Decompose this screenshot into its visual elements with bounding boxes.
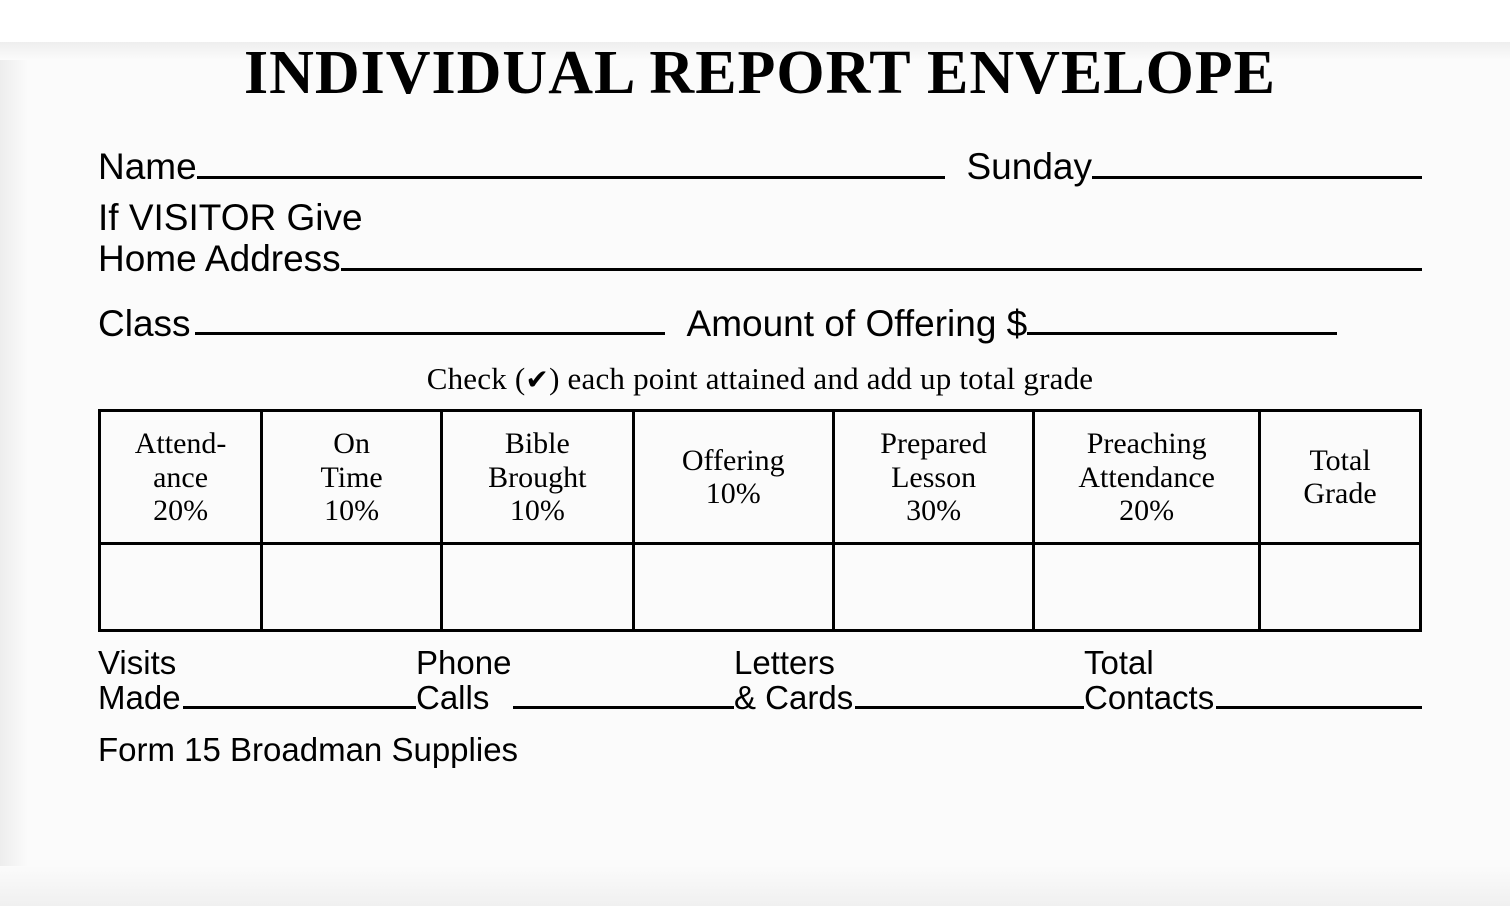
total-contacts-label	[1084, 646, 1214, 715]
table-entry-row	[100, 544, 1421, 631]
header-line2: Brought	[488, 460, 587, 494]
letters-cards-field	[734, 646, 1084, 715]
header-percent: 20%	[1119, 494, 1175, 528]
visitor-instruction-row	[98, 196, 1422, 238]
header-line2: Attendance	[1078, 460, 1215, 494]
check-instruction-before: Check (	[426, 361, 526, 397]
document-content	[0, 39, 1510, 769]
header-percent: 10%	[509, 494, 565, 528]
offering-label: Amount of Offering $	[686, 302, 1028, 344]
phone-calls-label	[416, 646, 511, 715]
name-input-line[interactable]	[197, 176, 945, 179]
header-line2: Time	[320, 460, 383, 494]
total-contacts-label-line2: Contacts	[1084, 678, 1215, 716]
letters-cards-label-line1: Letters	[734, 644, 835, 682]
check-instruction-after: ) each point attained and add up total grade	[549, 361, 1094, 397]
total-contacts-input-line[interactable]	[1216, 706, 1422, 709]
letters-cards-input-line[interactable]	[855, 706, 1084, 709]
offering-input-line[interactable]	[1027, 332, 1337, 335]
phone-calls-input-line[interactable]	[513, 706, 734, 709]
class-label: Class	[98, 302, 191, 344]
table-header-offering	[633, 411, 833, 544]
entry-cell-preaching-attendance[interactable]	[1034, 544, 1260, 631]
table-header-row	[100, 411, 1421, 544]
letters-cards-label	[734, 646, 853, 715]
header-percent: 30%	[906, 494, 962, 528]
name-label: Name	[98, 146, 197, 187]
table-header-attendance	[100, 411, 262, 544]
paper-edge-bottom	[0, 866, 1510, 906]
class-offering-row	[98, 302, 1422, 344]
name-row	[98, 148, 1422, 187]
visits-made-field	[98, 646, 416, 715]
page-title: INDIVIDUAL REPORT ENVELOPE	[243, 39, 1277, 107]
checkmark-icon: ✔	[525, 363, 550, 397]
table-header-prepared-lesson	[833, 411, 1033, 544]
header-line1: Bible	[504, 426, 570, 460]
header-percent: Grade	[1303, 477, 1377, 511]
table-header-preaching-attendance	[1034, 411, 1260, 544]
header-line1: Attend-	[134, 426, 227, 460]
header-percent: 20%	[153, 494, 209, 528]
class-input-line[interactable]	[195, 332, 665, 335]
header-percent: 10%	[324, 494, 380, 528]
check-instruction	[98, 361, 1422, 397]
header-line1: On	[333, 426, 370, 460]
form-note: Form 15 Broadman Supplies	[98, 731, 519, 768]
home-address-row	[98, 237, 1422, 279]
entry-cell-on-time[interactable]	[262, 544, 442, 631]
sunday-input-line[interactable]	[1092, 176, 1422, 179]
phone-calls-label-line2: Calls	[416, 678, 490, 716]
home-address-label: Home Address	[98, 237, 341, 279]
visits-made-label-line1: Visits	[98, 644, 177, 682]
visitor-instruction-line1: If VISITOR Give	[98, 196, 363, 238]
entry-cell-bible-brought[interactable]	[442, 544, 633, 631]
entry-cell-prepared-lesson[interactable]	[833, 544, 1033, 631]
report-envelope-page	[0, 39, 1510, 906]
phone-calls-field	[416, 646, 734, 715]
visits-made-input-line[interactable]	[183, 706, 416, 709]
visits-made-label	[98, 646, 181, 715]
contacts-footer-row	[98, 646, 1422, 715]
total-contacts-field	[1084, 646, 1422, 715]
total-contacts-label-line1: Total	[1084, 644, 1154, 682]
table-header-total-grade	[1260, 411, 1421, 544]
entry-cell-offering[interactable]	[633, 544, 833, 631]
header-line2: ance	[153, 460, 209, 494]
entry-cell-attendance[interactable]	[100, 544, 262, 631]
table-header-bible-brought	[442, 411, 633, 544]
grade-table	[98, 409, 1422, 632]
table-header-on-time	[262, 411, 442, 544]
sunday-label: Sunday	[966, 146, 1092, 187]
header-percent: 10%	[705, 477, 761, 511]
header-line1: Prepared	[880, 426, 987, 460]
home-address-input-line[interactable]	[341, 268, 1422, 271]
header-line2: Lesson	[891, 460, 977, 494]
header-line2: Total	[1309, 443, 1371, 477]
header-line1: Preaching	[1086, 426, 1207, 460]
header-line2: Offering	[681, 443, 785, 477]
letters-cards-label-line2: & Cards	[734, 678, 854, 716]
entry-cell-total-grade[interactable]	[1260, 544, 1421, 631]
phone-calls-label-line1: Phone	[416, 644, 512, 682]
visits-made-label-line2: Made	[98, 678, 181, 716]
